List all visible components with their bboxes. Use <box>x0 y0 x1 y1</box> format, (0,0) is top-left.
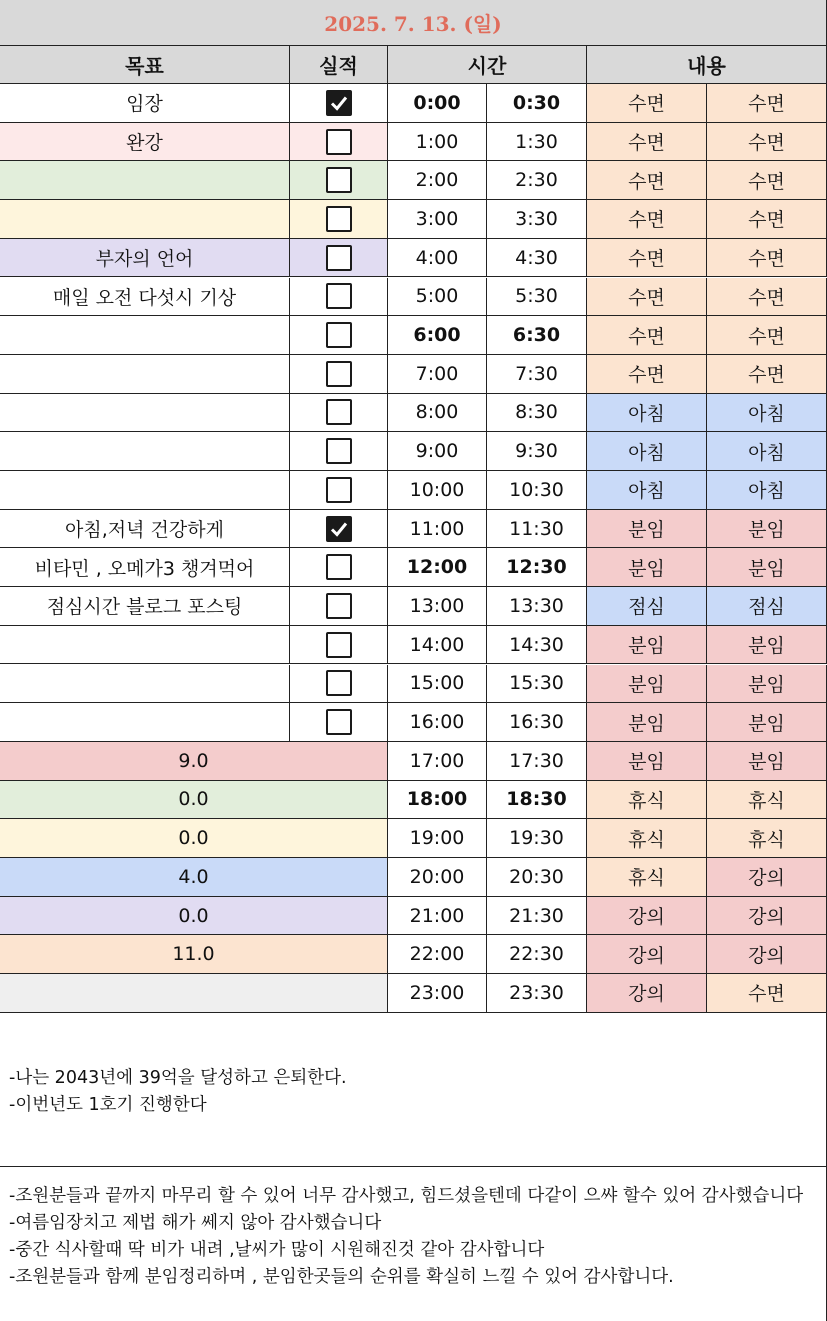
content-second-half: 수면 <box>707 974 827 1013</box>
done-cell <box>290 510 388 549</box>
content-first-half: 수면 <box>587 84 707 123</box>
goal-cell <box>0 355 290 394</box>
gratitude-notes <box>0 1167 827 1321</box>
time-half: 18:30 <box>487 781 587 820</box>
time-half: 22:30 <box>487 935 587 974</box>
time-start: 2:00 <box>388 161 487 200</box>
date-title: 2025. 7. 13. (일) <box>0 0 827 46</box>
content-second-half: 수면 <box>707 316 827 355</box>
done-checkbox[interactable] <box>326 516 352 542</box>
done-checkbox[interactable] <box>326 438 352 464</box>
content-second-half: 휴식 <box>707 819 827 858</box>
time-half: 5:30 <box>487 278 587 317</box>
done-cell <box>290 161 388 200</box>
gratitude-note-line: -조원분들과 함께 분임정리하며 , 분임한곳들의 순위를 확실히 느낄 수 있어 감사합니다. <box>9 1267 674 1287</box>
time-half: 15:30 <box>487 665 587 704</box>
time-half: 6:30 <box>487 316 587 355</box>
goal-cell: 매일 오전 다섯시 기상 <box>0 278 290 317</box>
time-half: 12:30 <box>487 548 587 587</box>
done-checkbox[interactable] <box>326 283 352 309</box>
time-start: 3:00 <box>388 200 487 239</box>
done-cell <box>290 200 388 239</box>
goal-cell <box>0 432 290 471</box>
gratitude-note-line: -조원분들과 끝까지 마무리 할 수 있어 너무 감사했고, 힘드셨을텐데 다같이 으쌰 할수 있어 감사했습니다 <box>9 1186 804 1206</box>
content-second-half: 분임 <box>707 703 827 742</box>
content-second-half: 수면 <box>707 355 827 394</box>
done-checkbox[interactable] <box>326 632 352 658</box>
time-half: 16:30 <box>487 703 587 742</box>
content-second-half: 수면 <box>707 84 827 123</box>
done-cell <box>290 471 388 510</box>
done-cell <box>290 123 388 162</box>
done-checkbox[interactable] <box>326 477 352 503</box>
time-half: 20:30 <box>487 858 587 897</box>
content-second-half: 수면 <box>707 239 827 278</box>
time-start: 5:00 <box>388 278 487 317</box>
goal-cell <box>0 200 290 239</box>
done-cell <box>290 316 388 355</box>
gratitude-note-line: -중간 식사할때 딱 비가 내려 ,날씨가 많이 시원해진것 같아 감사합니다 <box>9 1240 545 1260</box>
content-second-half: 분임 <box>707 510 827 549</box>
time-start: 10:00 <box>388 471 487 510</box>
content-first-half: 휴식 <box>587 858 707 897</box>
time-half: 9:30 <box>487 432 587 471</box>
time-half: 1:30 <box>487 123 587 162</box>
goal-cell: 임장 <box>0 84 290 123</box>
content-first-half: 강의 <box>587 897 707 936</box>
time-half: 19:30 <box>487 819 587 858</box>
done-checkbox[interactable] <box>326 167 352 193</box>
content-first-half: 강의 <box>587 935 707 974</box>
done-checkbox[interactable] <box>326 593 352 619</box>
content-second-half: 아침 <box>707 432 827 471</box>
content-first-half: 휴식 <box>587 781 707 820</box>
done-checkbox[interactable] <box>326 670 352 696</box>
goal-cell: 비타민 , 오메가3 챙겨먹어 <box>0 548 290 587</box>
done-cell <box>290 394 388 433</box>
time-half: 11:30 <box>487 510 587 549</box>
done-checkbox[interactable] <box>326 206 352 232</box>
goal-cell <box>0 316 290 355</box>
gratitude-note-line: -여름임장치고 제법 해가 쎄지 않아 감사했습니다 <box>9 1213 382 1233</box>
done-checkbox[interactable] <box>326 322 352 348</box>
time-start: 6:00 <box>388 316 487 355</box>
time-start: 17:00 <box>388 742 487 781</box>
done-checkbox[interactable] <box>326 709 352 735</box>
goal-cell: 완강 <box>0 123 290 162</box>
content-second-half: 분임 <box>707 548 827 587</box>
time-start: 20:00 <box>388 858 487 897</box>
time-start: 1:00 <box>388 123 487 162</box>
summary-hours: 11.0 <box>0 935 388 974</box>
time-half: 10:30 <box>487 471 587 510</box>
content-first-half: 수면 <box>587 355 707 394</box>
content-first-half: 분임 <box>587 548 707 587</box>
content-second-half: 수면 <box>707 200 827 239</box>
content-second-half: 강의 <box>707 897 827 936</box>
time-half: 14:30 <box>487 626 587 665</box>
time-start: 8:00 <box>388 394 487 433</box>
content-second-half: 수면 <box>707 161 827 200</box>
time-half: 2:30 <box>487 161 587 200</box>
summary-hours: 9.0 <box>0 742 388 781</box>
content-first-half: 분임 <box>587 742 707 781</box>
content-second-half: 분임 <box>707 665 827 704</box>
done-checkbox[interactable] <box>326 90 352 116</box>
content-first-half: 수면 <box>587 239 707 278</box>
checkmark-icon <box>329 93 349 113</box>
content-first-half: 분임 <box>587 703 707 742</box>
goal-cell <box>0 626 290 665</box>
content-first-half: 점심 <box>587 587 707 626</box>
goal-note-line: -나는 2043년에 39억을 달성하고 은퇴한다. <box>9 1067 347 1088</box>
done-checkbox[interactable] <box>326 129 352 155</box>
content-first-half: 수면 <box>587 316 707 355</box>
time-half: 17:30 <box>487 742 587 781</box>
content-first-half: 분임 <box>587 665 707 704</box>
goal-cell <box>0 665 290 704</box>
header-goal: 목표 <box>0 46 290 84</box>
done-cell <box>290 432 388 471</box>
content-first-half: 강의 <box>587 974 707 1013</box>
content-second-half: 분임 <box>707 742 827 781</box>
summary-hours: 0.0 <box>0 781 388 820</box>
done-cell <box>290 703 388 742</box>
goal-cell <box>0 471 290 510</box>
content-second-half: 강의 <box>707 858 827 897</box>
time-half: 0:30 <box>487 84 587 123</box>
content-first-half: 휴식 <box>587 819 707 858</box>
done-cell <box>290 84 388 123</box>
content-first-half: 아침 <box>587 471 707 510</box>
content-first-half: 수면 <box>587 278 707 317</box>
time-start: 19:00 <box>388 819 487 858</box>
header-done: 실적 <box>290 46 388 84</box>
time-start: 22:00 <box>388 935 487 974</box>
content-first-half: 수면 <box>587 161 707 200</box>
done-checkbox[interactable] <box>326 399 352 425</box>
content-second-half: 수면 <box>707 278 827 317</box>
time-start: 11:00 <box>388 510 487 549</box>
goals-notes <box>0 1013 827 1167</box>
content-second-half: 아침 <box>707 471 827 510</box>
time-half: 7:30 <box>487 355 587 394</box>
checkmark-icon <box>329 519 349 539</box>
done-cell <box>290 665 388 704</box>
time-start: 21:00 <box>388 897 487 936</box>
time-half: 13:30 <box>487 587 587 626</box>
time-start: 14:00 <box>388 626 487 665</box>
content-first-half: 수면 <box>587 123 707 162</box>
content-first-half: 분임 <box>587 510 707 549</box>
content-second-half: 아침 <box>707 394 827 433</box>
time-start: 9:00 <box>388 432 487 471</box>
content-second-half: 휴식 <box>707 781 827 820</box>
time-start: 18:00 <box>388 781 487 820</box>
goal-note-line: -이번년도 1호기 진행한다 <box>9 1094 207 1115</box>
time-start: 23:00 <box>388 974 487 1013</box>
time-half: 3:30 <box>487 200 587 239</box>
goal-cell <box>0 703 290 742</box>
done-checkbox[interactable] <box>326 554 352 580</box>
summary-hours: 0.0 <box>0 819 388 858</box>
done-cell <box>290 548 388 587</box>
goal-cell: 점심시간 블로그 포스팅 <box>0 587 290 626</box>
goal-cell: 아침,저녁 건강하게 <box>0 510 290 549</box>
time-start: 15:00 <box>388 665 487 704</box>
goal-cell <box>0 394 290 433</box>
done-cell <box>290 626 388 665</box>
done-checkbox[interactable] <box>326 245 352 271</box>
time-half: 21:30 <box>487 897 587 936</box>
time-start: 16:00 <box>388 703 487 742</box>
summary-hours: 0.0 <box>0 897 388 936</box>
time-start: 12:00 <box>388 548 487 587</box>
done-cell <box>290 587 388 626</box>
content-first-half: 아침 <box>587 394 707 433</box>
header-time: 시간 <box>388 46 587 84</box>
content-second-half: 분임 <box>707 626 827 665</box>
content-second-half: 수면 <box>707 123 827 162</box>
time-start: 13:00 <box>388 587 487 626</box>
content-first-half: 수면 <box>587 200 707 239</box>
content-first-half: 분임 <box>587 626 707 665</box>
time-start: 0:00 <box>388 84 487 123</box>
time-start: 4:00 <box>388 239 487 278</box>
summary-hours: 4.0 <box>0 858 388 897</box>
content-first-half: 아침 <box>587 432 707 471</box>
content-second-half: 점심 <box>707 587 827 626</box>
header-content: 내용 <box>587 46 827 84</box>
time-start: 7:00 <box>388 355 487 394</box>
goal-cell: 부자의 언어 <box>0 239 290 278</box>
done-cell <box>290 239 388 278</box>
time-half: 23:30 <box>487 974 587 1013</box>
summary-hours <box>0 974 388 1013</box>
done-cell <box>290 355 388 394</box>
time-half: 8:30 <box>487 394 587 433</box>
time-half: 4:30 <box>487 239 587 278</box>
done-cell <box>290 278 388 317</box>
goal-cell <box>0 161 290 200</box>
content-second-half: 강의 <box>707 935 827 974</box>
done-checkbox[interactable] <box>326 361 352 387</box>
